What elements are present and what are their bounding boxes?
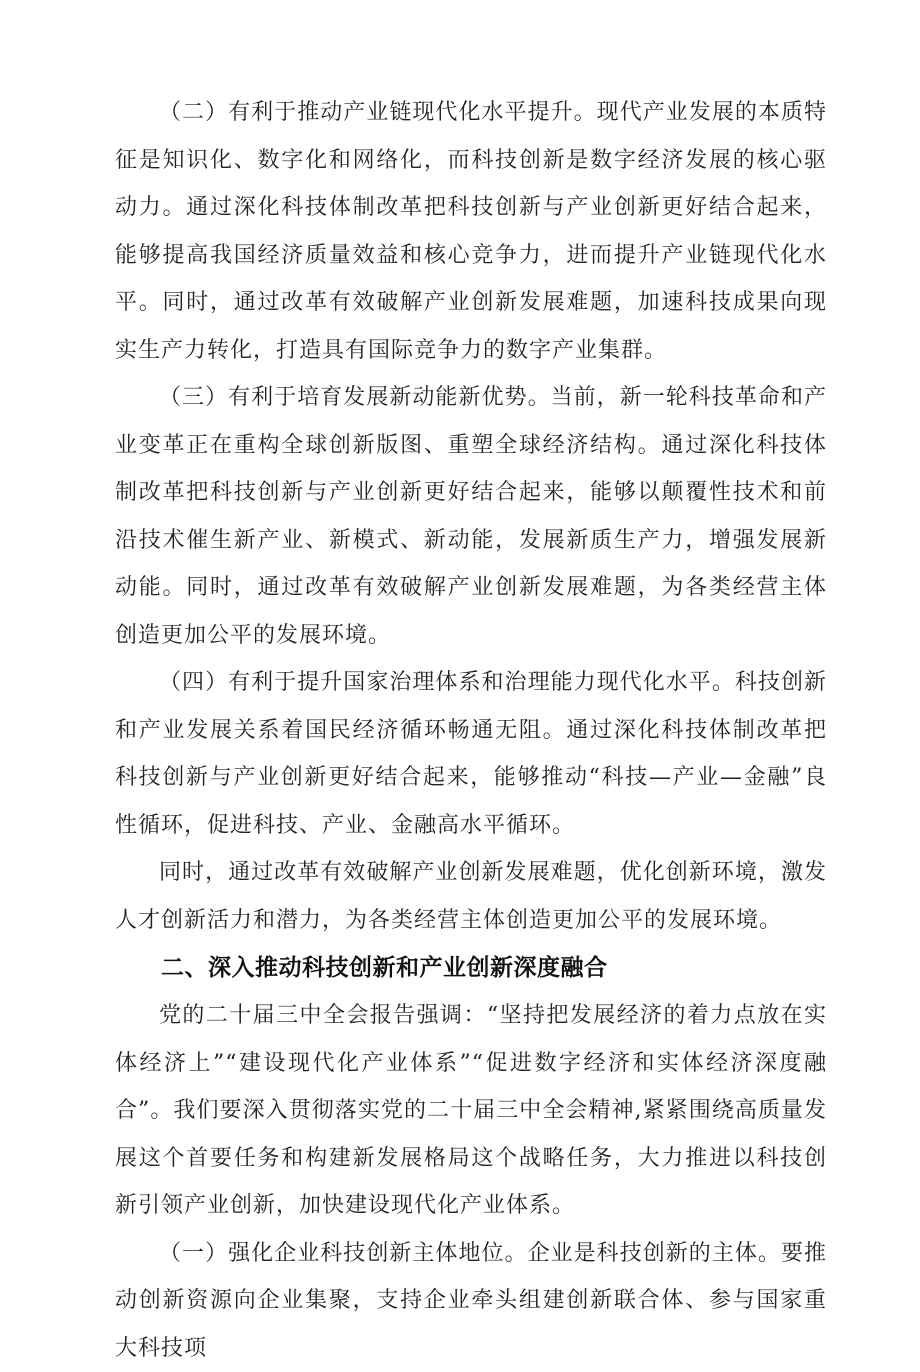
document-body: [115, 89, 827, 1372]
paragraph-section-2: （二）有利于推动产业链现代化水平提升。现代产业发展的本质特征是知识化、数字化和网络化，而科技创新是数字经济发展的核心驱动力。通过深化科技体制改革把科技创新与产业创新更好结合起来，能够提高我国经济质量效益和核心竞争力，进而提升产业链现代化水平。同时，通过改革有效破解产业创新发展难题，加速科技成果向现实生产力转化，打造具有国际竞争力的数字产业集群。: [115, 89, 827, 374]
paragraph-party-report: 党的二十届三中全会报告强调：“坚持把发展经济的着力点放在实体经济上”“建设现代化产业体系”“促进数字经济和实体经济深度融合”。我们要深入贯彻落实党的二十届三中全会精神,紧紧围绕高质量发展这个首要任务和构建新发展格局这个战略任务，大力推进以科技创新引领产业创新，加快建设现代化产业体系。: [115, 992, 827, 1230]
paragraph-section-3: （三）有利于培育发展新动能新优势。当前，新一轮科技革命和产业变革正在重构全球创新版图、重塑全球经济结构。通过深化科技体制改革把科技创新与产业创新更好结合起来，能够以颠覆性技术和前沿技术催生新产业、新模式、新动能，发展新质生产力，增强发展新动能。同时，通过改革有效破解产业创新发展难题，为各类经营主体创造更加公平的发展环境。: [115, 374, 827, 659]
section-heading: 二、深入推动科技创新和产业创新深度融合: [115, 944, 827, 992]
paragraph-meanwhile: 同时，通过改革有效破解产业创新发展难题，优化创新环境，激发人才创新活力和潜力，为各类经营主体创造更加公平的发展环境。: [115, 849, 827, 944]
paragraph-section-4: （四）有利于提升国家治理体系和治理能力现代化水平。科技创新和产业发展关系着国民经济循环畅通无阻。通过深化科技体制改革把科技创新与产业创新更好结合起来，能够推动“科技—产业—金融”良性循环，促进科技、产业、金融高水平循环。: [115, 659, 827, 849]
paragraph-subsection-1: （一）强化企业科技创新主体地位。企业是科技创新的主体。要推动创新资源向企业集聚，支持企业牵头组建创新联合体、参与国家重大科技项: [115, 1230, 827, 1372]
